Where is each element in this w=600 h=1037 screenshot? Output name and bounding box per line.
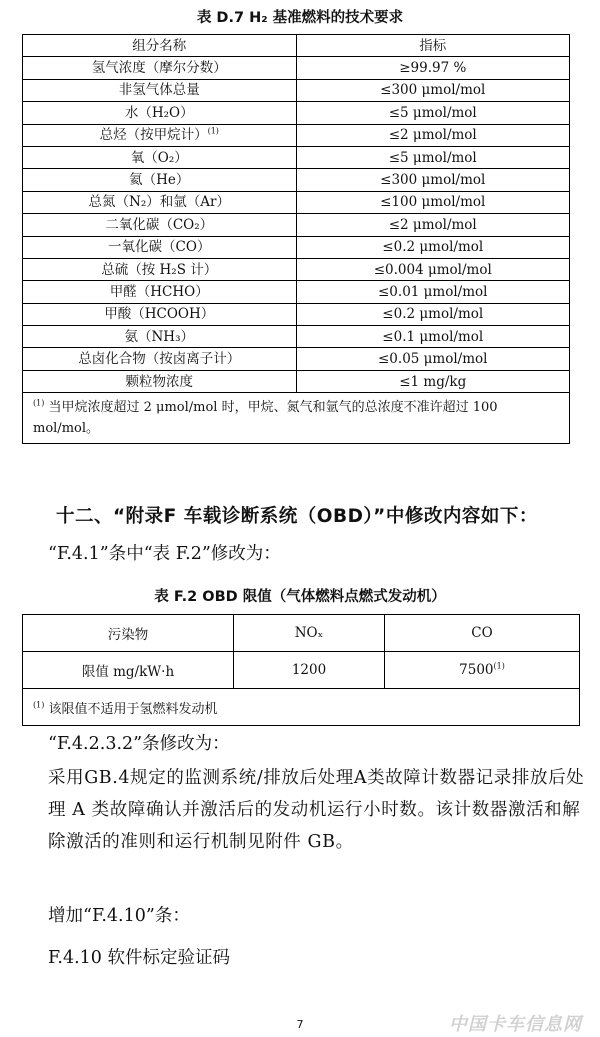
header-co: CO	[385, 615, 580, 652]
table1-note	[23, 393, 570, 444]
note-text: 该限值不适用于氢燃料发动机	[44, 701, 218, 717]
footnote-marker: (1)	[33, 398, 45, 408]
component-name	[23, 57, 297, 79]
table-header-row	[23, 615, 580, 652]
header-value: 指标	[296, 35, 570, 57]
component-name-text: 氢气浓度（摩尔分数）	[91, 60, 227, 77]
page-number: 7	[296, 1018, 304, 1031]
header-component: 组分名称	[23, 35, 297, 57]
table-row	[23, 258, 570, 280]
header-pollutant: 污染物	[23, 615, 234, 652]
footnote-ref: (1)	[493, 661, 505, 671]
table-row	[23, 326, 570, 348]
table-row	[23, 214, 570, 236]
spec-value: ≤0.2 μmol/mol	[296, 236, 570, 258]
table-header-row	[23, 35, 570, 57]
component-name	[23, 303, 297, 325]
watermark-logo: 中国卡车信息网	[449, 1014, 582, 1035]
spec-value: ≤100 μmol/mol	[296, 191, 570, 213]
obd-limit-table	[22, 614, 580, 726]
table-note-row	[23, 393, 570, 444]
component-name	[23, 348, 297, 370]
table-row	[23, 303, 570, 325]
table-row	[23, 57, 570, 79]
spec-value: ≤5 μmol/mol	[296, 146, 570, 168]
spec-value: ≤1 mg/kg	[296, 370, 570, 392]
section-title: 十二、“附录F 车载诊断系统（OBD）”中修改内容如下：	[56, 506, 538, 527]
table-row	[23, 102, 570, 124]
table-row	[23, 370, 570, 392]
component-name-text: 一氧化碳（CO）	[108, 239, 211, 256]
component-name	[23, 146, 297, 168]
spec-value: ≤0.05 μmol/mol	[296, 348, 570, 370]
spec-value: ≤5 μmol/mol	[296, 102, 570, 124]
spec-value: ≤0.01 μmol/mol	[296, 281, 570, 303]
table2-caption: 表 F.2 OBD 限值（气体燃料点燃式发动机）	[154, 589, 446, 605]
component-name-text: 氦（He）	[129, 172, 190, 189]
note-text: 当甲烷浓度超过 2 μmol/mol 时，甲烷、氮气和氩气的总浓度不准许超过 100 mol/mol。	[33, 400, 498, 437]
spec-value: ≤2 μmol/mol	[296, 124, 570, 146]
limit-co	[385, 652, 580, 689]
component-name-text: 氧（O₂）	[130, 149, 188, 166]
footnote-ref: (1)	[207, 126, 219, 136]
spec-value: ≤0.004 μmol/mol	[296, 258, 570, 280]
table-row	[23, 236, 570, 258]
table-row	[23, 281, 570, 303]
limit-nox: 1200	[234, 652, 385, 689]
spec-value: ≤0.2 μmol/mol	[296, 303, 570, 325]
spec-value: ≤300 μmol/mol	[296, 79, 570, 101]
table2-note	[23, 689, 580, 726]
component-name	[23, 281, 297, 303]
table-row	[23, 191, 570, 213]
clause-line-f41: “F.4.1”条中“表 F.2”修改为：	[48, 544, 281, 564]
limit-co-value: 7500	[459, 662, 494, 678]
component-name	[23, 124, 297, 146]
component-name	[23, 326, 297, 348]
component-name-text: 二氧化碳（CO₂）	[105, 216, 214, 233]
component-name	[23, 191, 297, 213]
table-row	[23, 124, 570, 146]
table-row	[23, 348, 570, 370]
component-name-text: 甲酸（HCOOH）	[104, 306, 215, 323]
clause-line-f4232: “F.4.2.3.2”条修改为：	[48, 734, 230, 754]
component-name	[23, 236, 297, 258]
component-name	[23, 79, 297, 101]
paragraph-f4232: 采用GB.4规定的监测系统/排放后处理A类故障计数器记录排放后处理 A 类故障确认并激活后的发动机运行小时数。该计数器激活和解除激活的准则和运行机制见附件 GB。	[48, 768, 585, 852]
fuel-spec-table	[22, 34, 570, 444]
spec-value: ≤2 μmol/mol	[296, 214, 570, 236]
table-note-row	[23, 689, 580, 726]
table-row	[23, 146, 570, 168]
spec-value: ≤0.1 μmol/mol	[296, 326, 570, 348]
component-name-text: 总硫（按 H₂S 计）	[101, 261, 218, 278]
spec-value: ≤300 μmol/mol	[296, 169, 570, 191]
component-name	[23, 258, 297, 280]
header-nox: NOₓ	[234, 615, 385, 652]
component-name	[23, 370, 297, 392]
component-name	[23, 169, 297, 191]
component-name-text: 颗粒物浓度	[125, 373, 193, 390]
table-row	[23, 79, 570, 101]
component-name-text: 氨（NH₃）	[124, 328, 194, 345]
component-name	[23, 102, 297, 124]
clause-line-add-f410: 增加“F.4.10”条：	[48, 906, 190, 926]
component-name-text: 总烃（按甲烷计）	[99, 127, 208, 144]
component-name-text: 总卤化合物（按卤离子计）	[78, 351, 241, 368]
component-name-text: 非氢气体总量	[118, 82, 200, 99]
table1-caption: 表 D.7 H₂ 基准燃料的技术要求	[196, 10, 404, 26]
footnote-marker: (1)	[33, 700, 45, 710]
clause-line-f410: F.4.10 软件标定验证码	[48, 948, 231, 968]
spec-value: ≥99.97 %	[296, 57, 570, 79]
limit-label: 限值 mg/kW·h	[23, 652, 234, 689]
component-name-text: 总氮（N₂）和氩（Ar）	[88, 194, 230, 211]
table-row	[23, 169, 570, 191]
component-name	[23, 214, 297, 236]
table-row	[23, 652, 580, 689]
component-name-text: 水（H₂O）	[124, 104, 194, 121]
component-name-text: 甲醛（HCHO）	[109, 283, 209, 300]
